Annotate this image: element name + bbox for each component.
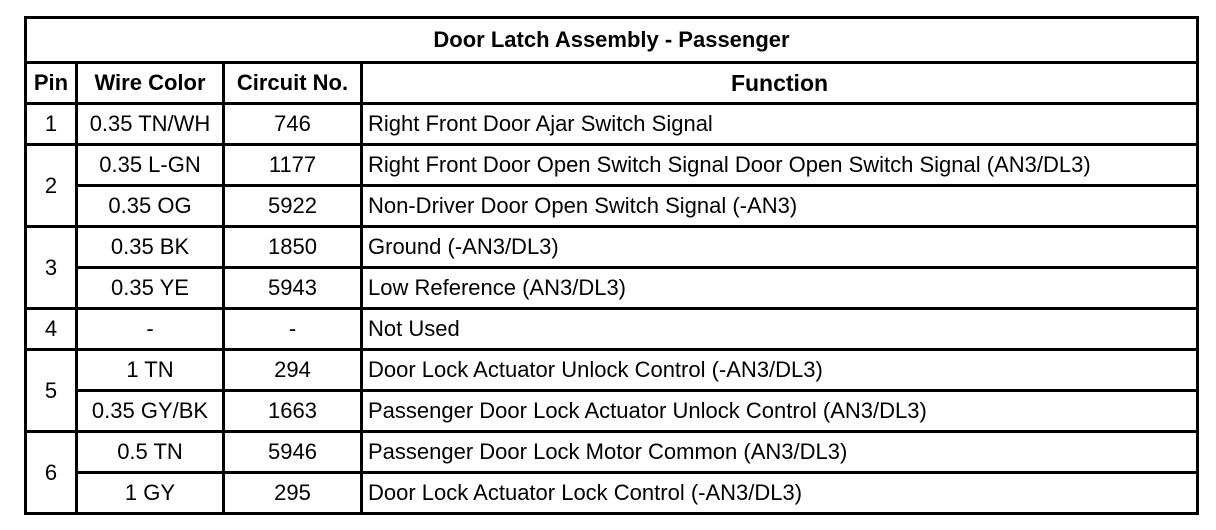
header-function: Function <box>363 64 1199 105</box>
wire-color-cell: 1 TN <box>78 351 225 392</box>
table-row <box>27 351 1199 392</box>
table-title-row <box>27 19 1199 64</box>
function-cell: Not Used <box>363 310 1199 351</box>
function-cell: Right Front Door Ajar Switch Signal <box>363 105 1199 146</box>
wire-color-cell: 0.5 TN <box>78 433 225 474</box>
wire-color-cell: 0.35 OG <box>78 187 225 228</box>
table-row <box>27 228 1199 269</box>
function-cell: Right Front Door Open Switch Signal Door Open Switch Signal (AN3/DL3) <box>363 146 1199 187</box>
table-row <box>27 310 1199 351</box>
wire-color-cell: 0.35 L-GN <box>78 146 225 187</box>
circuit-no-cell: 294 <box>225 351 363 392</box>
wire-color-cell: 0.35 TN/WH <box>78 105 225 146</box>
pin-cell: 6 <box>27 433 78 515</box>
function-cell: Door Lock Actuator Lock Control (-AN3/DL3) <box>363 474 1199 515</box>
wire-color-cell: 1 GY <box>78 474 225 515</box>
circuit-no-cell: 1663 <box>225 392 363 433</box>
table-header-row <box>27 64 1199 105</box>
circuit-no-cell: 5943 <box>225 269 363 310</box>
function-cell: Door Lock Actuator Unlock Control (-AN3/DL3) <box>363 351 1199 392</box>
header-pin: Pin <box>27 64 78 105</box>
wire-color-cell: - <box>78 310 225 351</box>
circuit-no-cell: - <box>225 310 363 351</box>
pin-cell: 4 <box>27 310 78 351</box>
table-title: Door Latch Assembly - Passenger <box>27 19 1199 64</box>
table-row <box>27 433 1199 474</box>
wire-color-cell: 0.35 GY/BK <box>78 392 225 433</box>
circuit-no-cell: 5922 <box>225 187 363 228</box>
function-cell: Non-Driver Door Open Switch Signal (-AN3) <box>363 187 1199 228</box>
pin-cell: 5 <box>27 351 78 433</box>
pin-cell: 3 <box>27 228 78 310</box>
table-row <box>27 105 1199 146</box>
table-row <box>27 474 1199 515</box>
circuit-no-cell: 5946 <box>225 433 363 474</box>
header-circuit-no: Circuit No. <box>225 64 363 105</box>
function-cell: Ground (-AN3/DL3) <box>363 228 1199 269</box>
table-row <box>27 269 1199 310</box>
function-cell: Low Reference (AN3/DL3) <box>363 269 1199 310</box>
table-row <box>27 187 1199 228</box>
circuit-no-cell: 1850 <box>225 228 363 269</box>
table-row <box>27 392 1199 433</box>
wire-color-cell: 0.35 BK <box>78 228 225 269</box>
function-cell: Passenger Door Lock Actuator Unlock Control (AN3/DL3) <box>363 392 1199 433</box>
header-wire-color: Wire Color <box>78 64 225 105</box>
circuit-no-cell: 1177 <box>225 146 363 187</box>
connector-pinout-table <box>24 16 1199 515</box>
function-cell: Passenger Door Lock Motor Common (AN3/DL3) <box>363 433 1199 474</box>
circuit-no-cell: 295 <box>225 474 363 515</box>
pin-cell: 2 <box>27 146 78 228</box>
table-row <box>27 146 1199 187</box>
wire-color-cell: 0.35 YE <box>78 269 225 310</box>
circuit-no-cell: 746 <box>225 105 363 146</box>
pin-cell: 1 <box>27 105 78 146</box>
